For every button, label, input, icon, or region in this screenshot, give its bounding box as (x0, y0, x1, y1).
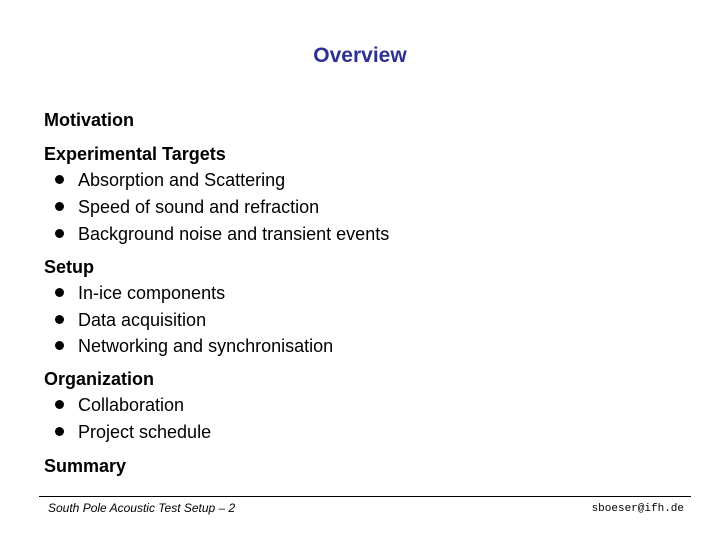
list-item (55, 282, 225, 304)
bullet-icon (55, 229, 64, 238)
bullet-icon (55, 175, 64, 184)
list-item (55, 309, 206, 331)
bullet-icon (55, 427, 64, 436)
bullet-text: Background noise and transient events (78, 224, 390, 244)
section-heading-summary: Summary (44, 456, 127, 476)
bullet-icon (55, 288, 64, 297)
bullet-text: Data acquisition (78, 310, 207, 330)
bullet-text: In-ice components (78, 283, 226, 303)
bullet-icon (55, 315, 64, 324)
bullet-icon (55, 202, 64, 211)
bullet-text: Absorption and Scattering (78, 170, 286, 190)
bullet-text: Project schedule (78, 422, 212, 442)
list-item (55, 394, 184, 416)
list-item (55, 223, 389, 245)
bullet-icon (55, 341, 64, 350)
list-item (55, 335, 333, 357)
slide-title: Overview (313, 44, 407, 67)
bullet-text: Collaboration (78, 395, 185, 415)
footer-email: sboeser@ifh.de (591, 503, 684, 515)
bullet-text: Speed of sound and refraction (78, 197, 320, 217)
bullet-text: Networking and synchronisation (78, 336, 334, 356)
footer-divider (39, 496, 691, 497)
section-heading-setup: Setup (44, 257, 95, 277)
section-heading-organization: Organization (44, 369, 155, 389)
footer-slide-caption: South Pole Acoustic Test Setup – 2 (48, 501, 236, 515)
list-item (55, 169, 285, 191)
bullet-icon (55, 400, 64, 409)
list-item (55, 421, 211, 443)
section-heading-experimental-targets: Experimental Targets (44, 144, 226, 164)
section-heading-motivation: Motivation (44, 110, 134, 130)
list-item (55, 196, 319, 218)
